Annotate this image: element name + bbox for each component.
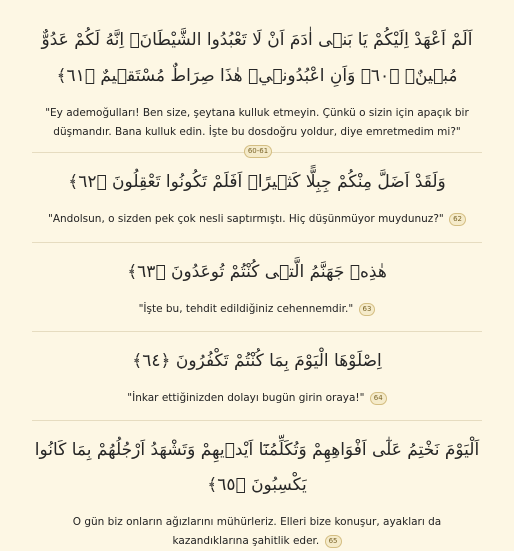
verse-translation xyxy=(38,513,476,551)
verse-number-badge[interactable]: 60-61 xyxy=(244,145,272,158)
verse-62 xyxy=(32,153,482,243)
verse-translation-text: "İşte bu, tehdit edildiğiniz cehennemdir." xyxy=(138,303,354,315)
verse-number-badge[interactable]: 62 xyxy=(449,213,466,226)
verse-arabic-text: اِصْلَوْهَا الْيَوْمَ بِمَا كُنْتُمْ تَكْفُرُونَ ﴿٦٤﴾ xyxy=(132,351,382,371)
verse-translation xyxy=(38,300,476,319)
verse-65 xyxy=(32,421,482,547)
verse-arabic-text: هٰذِهٖ جَهَنَّمُ الَّتٖى كُنْتُمْ تُوعَدُونَ ﴿٦٣﴾ xyxy=(127,262,387,282)
verse-number-badge[interactable]: 63 xyxy=(359,303,376,316)
verse-arabic-text: وَلَقَدْ اَضَلَّ مِنْكُمْ جِبِلًّا كَثٖيرًاۜ اَفَلَمْ تَكُونُوا تَعْقِلُونَ ﴿٦٢﴾ xyxy=(68,172,446,192)
verse-translation xyxy=(38,210,476,229)
verse-arabic-text: اَلْيَوْمَ نَخْتِمُ عَلٰٓى اَفْوَاهِهِمْ وَتُكَلِّمُنَٓا اَيْدٖيهِمْ وَتَشْهَدُ اَرْجُلُهُمْ بِمَا كَانُوا يَكْسِبُونَ ﴿٦٥﴾ xyxy=(34,440,480,495)
verse-number-badge[interactable]: 65 xyxy=(325,535,342,548)
verse-arabic-text: اَلَمْ اَعْهَدْ اِلَيْكُمْ يَا بَنٖى اٰدَمَ اَنْ لَا تَعْبُدُوا الشَّيْطَانَۚ اِنَّهُ لَكُمْ عَدُوٌّ مُبٖينٌۙ ﴿٦٠﴾ وَاَنِ اعْبُدُونٖيۜ هٰذَا صِرَاطٌ مُسْتَقٖيمٌ ﴿٦١﴾ xyxy=(41,30,473,86)
verse-64 xyxy=(32,332,482,421)
verse-63 xyxy=(32,243,482,332)
verse-translation-text: "Ey ademoğulları! Ben size, şeytana kulluk etmeyin. Çünkü o sizin için apaçık bir düşmandır. Bana kulluk edin. İşte bu dosdoğru yoldur, diye emretmedim mi?" xyxy=(45,107,469,138)
verse-number-badge[interactable]: 64 xyxy=(370,392,387,405)
verse-translation xyxy=(38,389,476,408)
verse-translation-text: "Andolsun, o sizden pek çok nesli saptırmıştı. Hiç düşünmüyor muydunuz?" xyxy=(48,213,444,225)
verse-60-61 xyxy=(32,22,482,153)
verse-translation-text: O gün biz onların ağızlarını mühürleriz. Elleri bize konuşur, ayakları da kazandıklarına şahitlik eder. xyxy=(72,516,442,547)
verse-translation-text: "İnkar ettiğinizden dolayı bugün girin oraya!" xyxy=(127,392,365,404)
